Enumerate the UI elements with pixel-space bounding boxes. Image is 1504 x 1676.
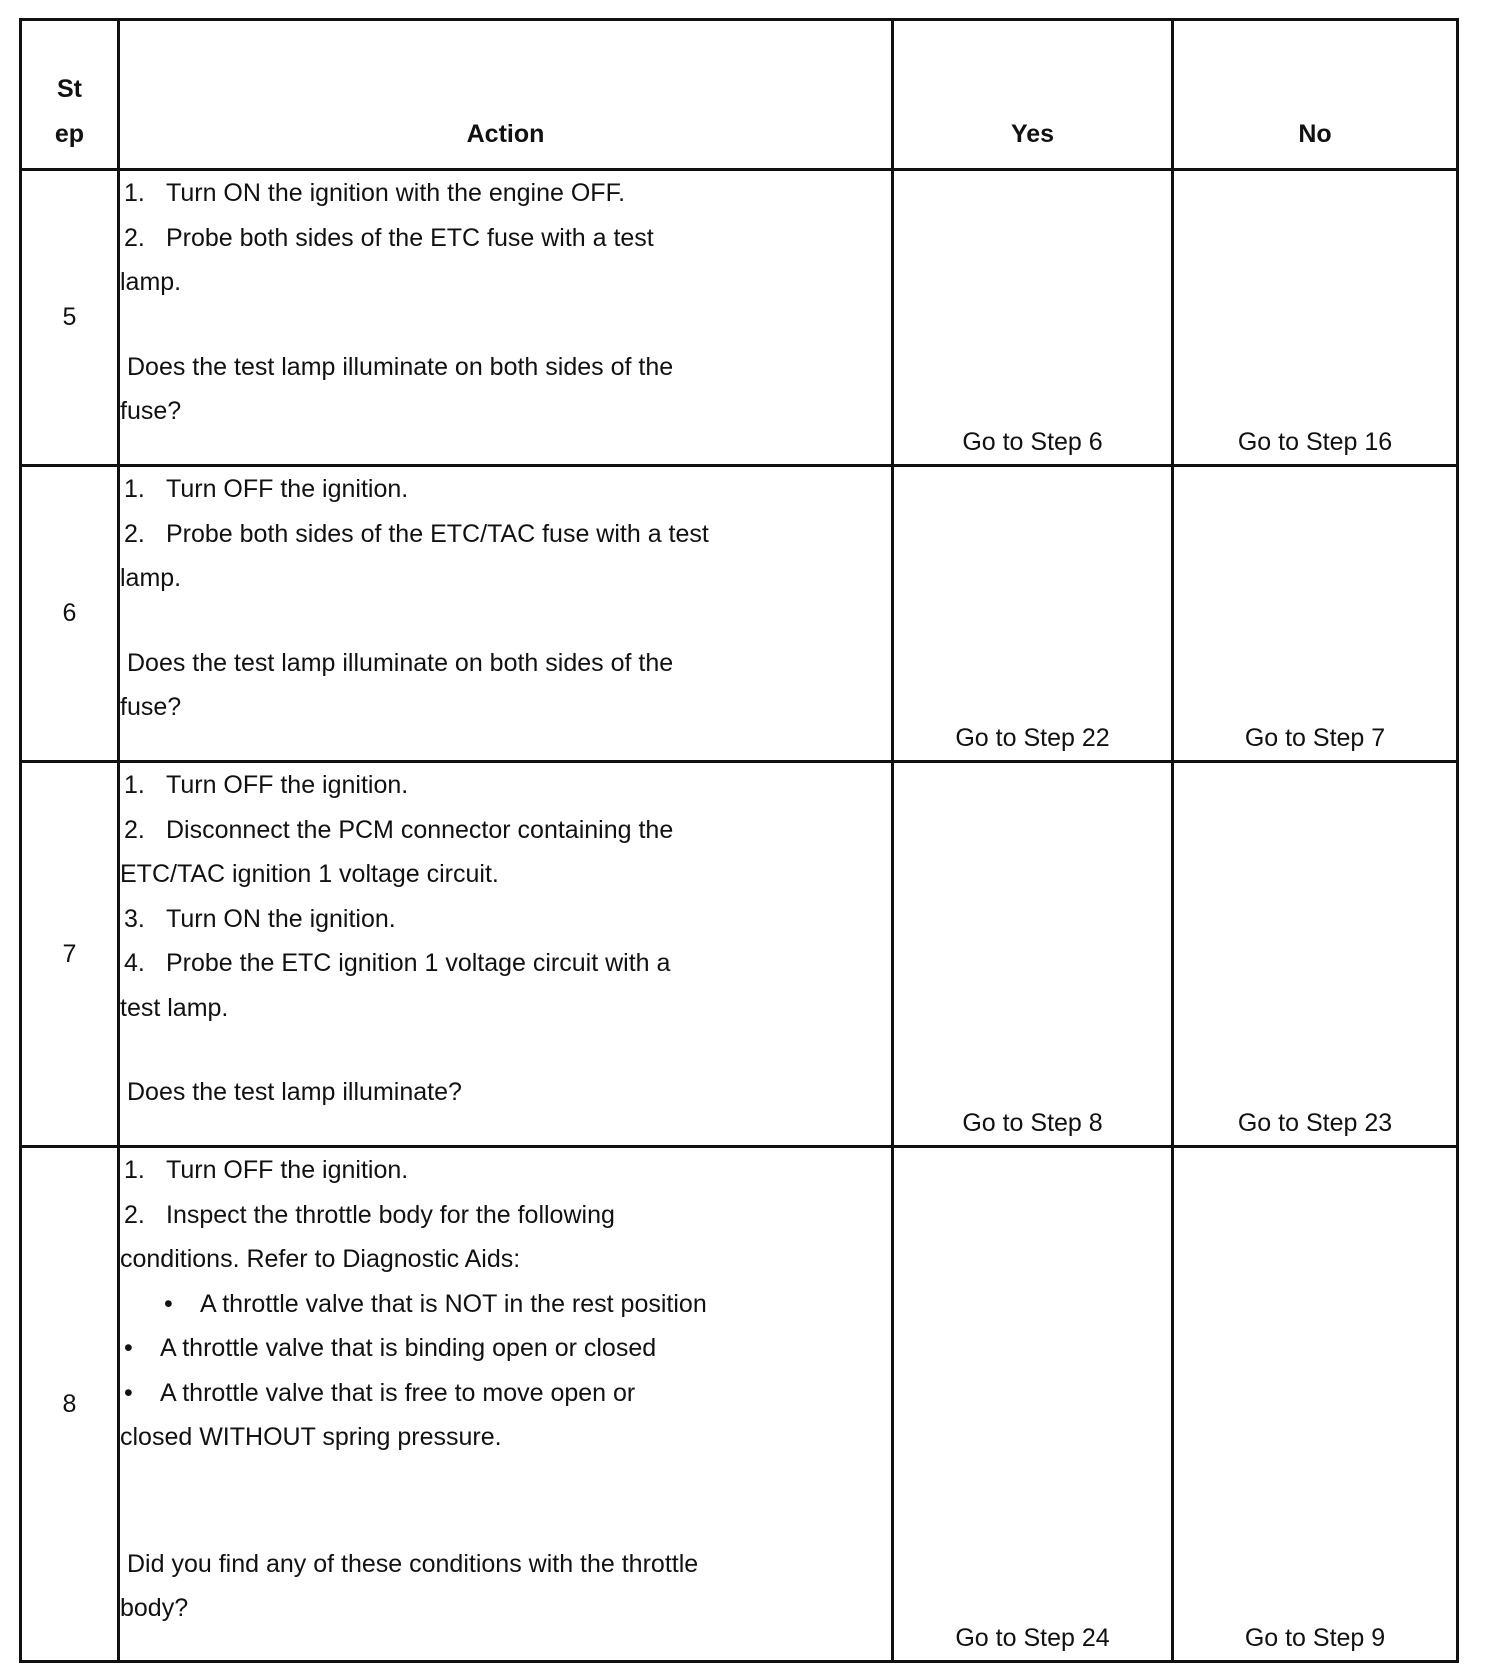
no-result: Go to Step 16	[1173, 170, 1458, 466]
question-text: Did you find any of these conditions with the throttle	[127, 1549, 699, 1578]
yes-result: Go to Step 22	[893, 466, 1173, 762]
action-cell	[119, 170, 893, 466]
question-text: Does the test lamp illuminate on both sides of the	[127, 648, 674, 677]
action-cell	[119, 466, 893, 762]
action-line: lamp.	[120, 564, 182, 592]
action-line: 2. Probe both sides of the ETC/TAC fuse with a test	[124, 519, 709, 548]
question-text: fuse?	[120, 397, 182, 425]
action-line: 4. Probe the ETC ignition 1 voltage circuit with a	[124, 949, 671, 977]
question-text: Does the test lamp illuminate?	[127, 1078, 462, 1106]
header-yes: Yes	[893, 20, 1173, 170]
header-no: No	[1173, 20, 1458, 170]
step-number: 5	[21, 170, 119, 466]
table-row	[21, 170, 1458, 466]
action-line: 1. Turn OFF the ignition.	[124, 771, 409, 799]
action-line: test lamp.	[120, 993, 229, 1022]
action-line: 2. Disconnect the PCM connector containing the	[124, 815, 674, 844]
question-text: fuse?	[120, 693, 182, 721]
no-result: Go to Step 23	[1173, 762, 1458, 1147]
action-line: 3. Turn ON the ignition.	[124, 904, 396, 933]
action-line: 1. Turn OFF the ignition.	[124, 475, 409, 503]
yes-result: Go to Step 8	[893, 762, 1173, 1147]
question-text: body?	[120, 1594, 189, 1622]
step-number: 7	[21, 762, 119, 1147]
action-cell	[119, 1147, 893, 1662]
action-line: 1. Turn OFF the ignition.	[124, 1156, 409, 1184]
no-result: Go to Step 9	[1173, 1147, 1458, 1662]
no-result: Go to Step 7	[1173, 466, 1458, 762]
diagnostic-table	[19, 18, 1459, 1663]
step-number: 8	[21, 1147, 119, 1662]
action-cell	[119, 762, 893, 1147]
header-row	[21, 20, 1458, 170]
step-number: 6	[21, 466, 119, 762]
action-line: lamp.	[120, 268, 182, 296]
yes-result: Go to Step 6	[893, 170, 1173, 466]
bullet-line: • A throttle valve that is free to move open or	[124, 1378, 636, 1407]
bullet-line: • A throttle valve that is binding open or closed	[124, 1334, 657, 1362]
action-line: 1. Turn ON the ignition with the engine OFF.	[124, 179, 626, 207]
action-line: ETC/TAC ignition 1 voltage circuit.	[120, 860, 499, 888]
action-line: 2. Inspect the throttle body for the following	[124, 1200, 615, 1229]
table-row	[21, 466, 1458, 762]
header-step: St ep	[21, 20, 119, 170]
table-row	[21, 762, 1458, 1147]
action-line: 2. Probe both sides of the ETC fuse with a test	[124, 223, 654, 252]
question-text: Does the test lamp illuminate on both sides of the	[127, 352, 674, 381]
bullet-line: • A throttle valve that is NOT in the rest position	[164, 1289, 707, 1318]
action-line: conditions. Refer to Diagnostic Aids:	[120, 1245, 521, 1273]
yes-result: Go to Step 24	[893, 1147, 1173, 1662]
header-action: Action	[119, 20, 893, 170]
action-line: closed WITHOUT spring pressure.	[120, 1423, 502, 1451]
table-row	[21, 1147, 1458, 1662]
